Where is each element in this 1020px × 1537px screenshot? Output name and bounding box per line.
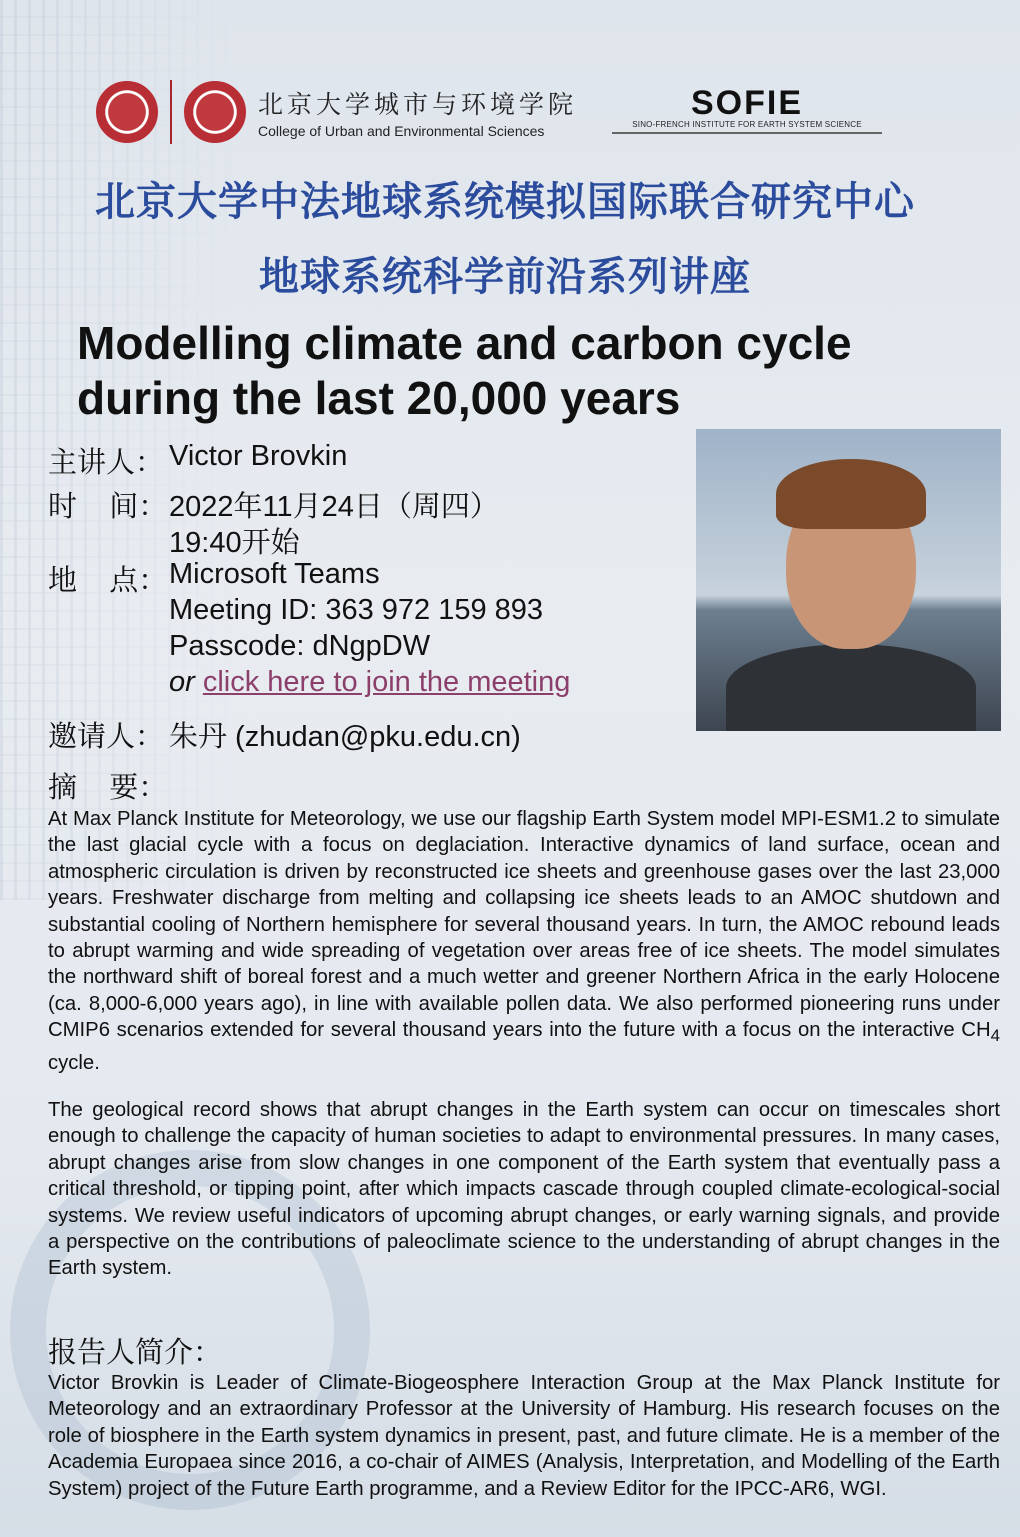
college-logo (184, 81, 246, 143)
passcode: Passcode: dNgpDW (169, 630, 431, 662)
bio-label: 报告人简介： (48, 1337, 223, 1369)
talk-title-line-2: during the last 20,000 years (77, 372, 681, 424)
sofie-subtitle: SINO-FRENCH INSTITUTE FOR EARTH SYSTEM SCIENCE (612, 120, 882, 134)
host-label: 邀请人： (48, 721, 165, 753)
abstract-label: 摘 要： (48, 772, 168, 804)
abstract-paragraph-2: The geological record shows that abrupt changes in the Earth system can occur on timescales short enough to challenge the capacity of human societies to adapt to environmental pressures. In many cases, abrupt changes arise from slow changes in one component of the Earth system that eventually pass a critical threshold, or tipping point, after which impacts cascade through coupled climate-ecological-social systems. We review useful indicators of upcoming abrupt changes, or early warning signals, and provide a perspective on the contributions of paleoclimate science to the understanding of abrupt changes in the Earth system. (48, 1099, 1000, 1280)
subscript: 4 (990, 1026, 1000, 1046)
host: 朱丹 (zhudan@pku.edu.cn) (169, 721, 521, 753)
join-meeting-link[interactable]: click here to join the meeting (202, 666, 571, 698)
college-name (258, 85, 577, 139)
college-name-en: College of Urban and Environmental Sciences (258, 123, 545, 139)
sofie-wordmark: SOFIE (690, 84, 804, 122)
pku-logo (96, 81, 158, 143)
divider (170, 80, 172, 144)
speaker-photo (696, 429, 1001, 731)
bio-paragraph: Victor Brovkin is Leader of Climate-Biogeosphere Interaction Group at the Max Planck Institute for Meteorology and an extraordinary Professor at the University of Hamburg. His research focuses on the role of biosphere in the Earth system dynamics in present, past, and future climate. He is a member of the Academia Europaea since 2016, a co-chair of AIMES (Analysis, Interpretation, and Modelling of the Earth System) project of the Future Earth programme, and a Review Editor for the IPCC-AR6, WGI. (48, 1372, 1000, 1500)
speaker-label: 主讲人： (48, 447, 165, 479)
date: 2022年11月24日（周四） (169, 491, 499, 523)
meeting-id: Meeting ID: 363 972 159 893 (169, 594, 544, 626)
abstract-paragraph-1 (48, 806, 1000, 1076)
title-cn-2: 地球系统科学前沿系列讲座 (259, 255, 751, 299)
college-name-cn: 北京大学城市与环境学院 (258, 91, 578, 119)
sofie-logo (612, 86, 882, 134)
title-cn-1: 北京大学中法地球系统模拟国际联合研究中心 (95, 180, 915, 224)
time-label: 时 间： (48, 491, 168, 523)
platform: Microsoft Teams (169, 558, 380, 590)
speaker-name: Victor Brovkin (169, 440, 348, 472)
or-text: or (169, 666, 195, 698)
start-time: 19:40开始 (169, 527, 300, 559)
logo-bar (96, 80, 577, 144)
place-label: 地 点： (48, 565, 168, 597)
talk-title (77, 316, 977, 426)
abstract-text: At Max Planck Institute for Meteorology, we use our flagship Earth System model MPI-ESM1.2 to simulate the last glacial cycle with a focus on deglaciation. Interactive dynamics of land surface, ocean and atmospheric circulation is driven by reconstructed ice sheets and greenhouse gases over the last 23,000 years. Freshwater discharge from melting and collapsing ice sheets leads to an AMOC shutdown and substantial cooling of Northern hemisphere for several thousand years. In turn, the AMOC rebound leads to abrupt warming and wide spreading of vegetation over areas free of ice sheets. The model simulates the northward shift of boreal forest and a much wetter and greener Northern Africa in the early Holocene (ca. 8,000-6,000 years ago), in line with available pollen data. We also performed pioneering runs under CMIP6 scenarios extended for several thousand years into the future with a focus on the interactive CH (48, 808, 1000, 1042)
join-line (169, 666, 689, 699)
abstract-text-end: cycle. (48, 1051, 100, 1074)
talk-title-line-1: Modelling climate and carbon cycle (77, 317, 852, 369)
